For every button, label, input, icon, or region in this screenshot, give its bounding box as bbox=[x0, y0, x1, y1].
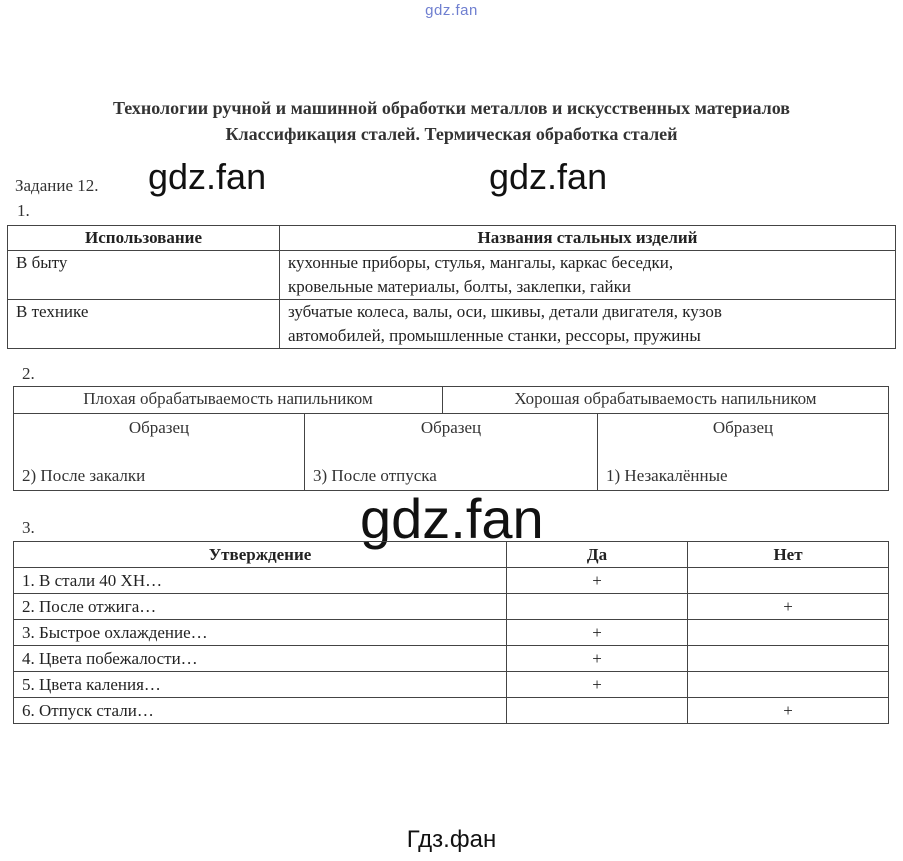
statement-cell: 5. Цвета каления… bbox=[14, 672, 507, 698]
header-usage: Использование bbox=[8, 226, 280, 251]
sample-cell bbox=[598, 414, 889, 491]
section3-number: 3. bbox=[22, 518, 35, 537]
header-poor: Плохая обрабатываемость напильником bbox=[14, 387, 443, 414]
products-line: автомобилей, промышленные станки, рессоры, пружины bbox=[288, 326, 701, 345]
table-row bbox=[8, 300, 896, 349]
products-line: кровельные материалы, болты, заклепки, гайки bbox=[288, 277, 631, 296]
products-line: зубчатые колеса, валы, оси, шкивы, детали двигателя, кузов bbox=[288, 302, 722, 321]
table-header-row bbox=[14, 542, 889, 568]
sample-label: Образец bbox=[712, 418, 774, 437]
yes-cell bbox=[507, 698, 688, 724]
sample-value: 1) Незакалённые bbox=[606, 466, 728, 485]
header-products: Названия стальных изделий bbox=[280, 226, 896, 251]
header-statement: Утверждение bbox=[14, 542, 507, 568]
page-title: Технологии ручной и машинной обработки металлов и искусственных материалов bbox=[112, 98, 791, 118]
statement-cell: 4. Цвета побежалости… bbox=[14, 646, 507, 672]
statement-cell: 2. После отжига… bbox=[14, 594, 507, 620]
products-cell bbox=[280, 251, 896, 300]
table-row bbox=[14, 698, 889, 724]
section1-number: 1. bbox=[17, 201, 30, 220]
usage-cell: В быту bbox=[8, 251, 280, 300]
usage-table bbox=[7, 225, 896, 349]
task-label: Задание 12. bbox=[15, 176, 99, 195]
yes-cell: + bbox=[507, 620, 688, 646]
usage-cell: В технике bbox=[8, 300, 280, 349]
products-cell bbox=[280, 300, 896, 349]
table-row bbox=[14, 646, 889, 672]
statement-cell: 1. В стали 40 ХН… bbox=[14, 568, 507, 594]
table-row bbox=[14, 594, 889, 620]
table-row bbox=[14, 414, 889, 491]
table-header-row bbox=[14, 387, 889, 414]
sample-cell bbox=[14, 414, 305, 490]
statement-cell: 6. Отпуск стали… bbox=[14, 698, 507, 724]
page-subtitle: Классификация сталей. Термическая обработка сталей bbox=[225, 124, 678, 144]
header-no: Нет bbox=[688, 542, 889, 568]
watermark-top: gdz.fan bbox=[425, 2, 478, 19]
statements-table bbox=[13, 541, 889, 724]
table-row bbox=[8, 251, 896, 300]
sample-value: 3) После отпуска bbox=[313, 466, 437, 485]
sample-label: Образец bbox=[420, 418, 482, 437]
watermark-bottom: Гдз.фан bbox=[406, 826, 497, 853]
table-header-row bbox=[8, 226, 896, 251]
sample-label: Образец bbox=[128, 418, 190, 437]
no-cell bbox=[688, 672, 889, 698]
no-cell: + bbox=[688, 698, 889, 724]
no-cell bbox=[688, 620, 889, 646]
no-cell bbox=[688, 646, 889, 672]
header-yes: Да bbox=[507, 542, 688, 568]
machinability-table bbox=[13, 386, 889, 491]
table-row bbox=[14, 620, 889, 646]
products-line: кухонные приборы, стулья, мангалы, каркас беседки, bbox=[288, 253, 674, 272]
watermark-1: gdz.fan bbox=[148, 156, 267, 197]
statement-cell: 3. Быстрое охлаждение… bbox=[14, 620, 507, 646]
yes-cell: + bbox=[507, 568, 688, 594]
no-cell: + bbox=[688, 594, 889, 620]
table-row bbox=[14, 568, 889, 594]
yes-cell: + bbox=[507, 672, 688, 698]
table-row bbox=[14, 672, 889, 698]
yes-cell: + bbox=[507, 646, 688, 672]
sample-value: 2) После закалки bbox=[22, 466, 146, 485]
section2-number: 2. bbox=[22, 364, 35, 383]
yes-cell bbox=[507, 594, 688, 620]
watermark-3: gdz.fan bbox=[360, 487, 544, 550]
sample-cell bbox=[305, 414, 597, 490]
watermark-2: gdz.fan bbox=[489, 156, 608, 197]
no-cell bbox=[688, 568, 889, 594]
header-good: Хорошая обрабатываемость напильником bbox=[443, 387, 889, 414]
samples-left bbox=[14, 414, 598, 491]
